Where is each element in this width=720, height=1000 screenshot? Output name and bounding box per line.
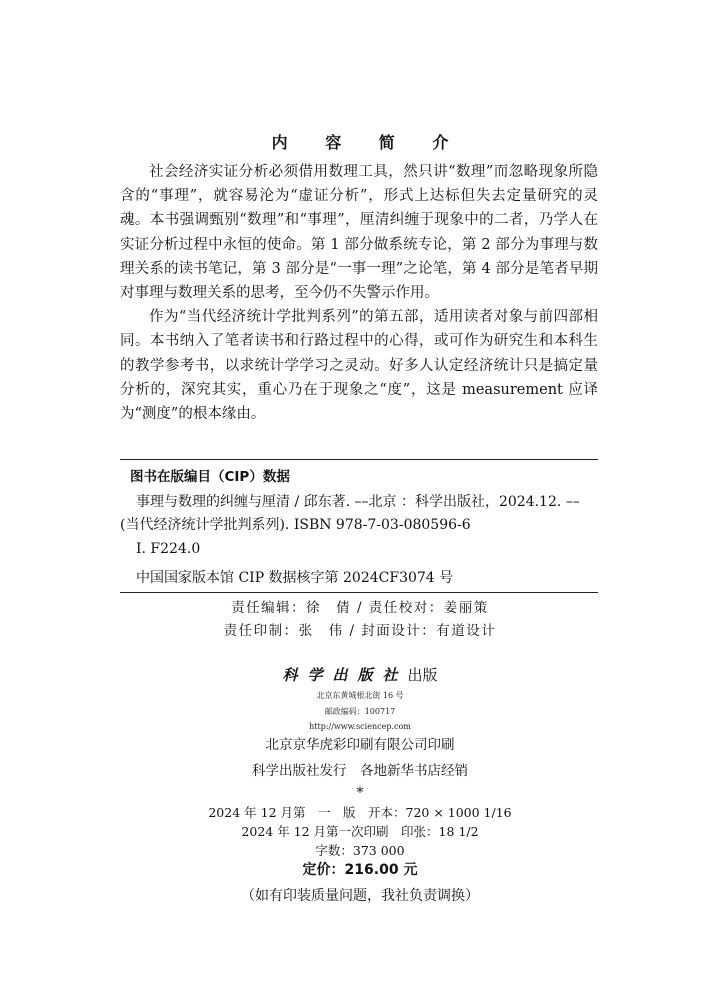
publisher-postcode: 邮政编码：100717 — [324, 707, 396, 716]
cip-top-rule — [120, 459, 598, 460]
printing-line: 2024 年 12 月第一次印刷 印张：18 1/2 — [241, 824, 479, 839]
staff-credits — [0, 597, 720, 643]
cip-block — [120, 466, 600, 591]
publisher-line — [0, 664, 720, 685]
staff-line-2: 责任印制：张 伟 / 封面设计：有道设计 — [223, 623, 497, 639]
publisher-suffix: 出版 — [407, 666, 438, 684]
abstract-paragraph-1: 社会经济实证分析必须借用数理工具，然只讲“数理”而忽略现象所隐含的“事理”，就容易沦为“虚证分析”，形式上达标但失去定量研究的灵魂。本书强调甄别“数理”和“事理”，厘清纠缠于现象中的二者，乃学人在实证分析过程中永恒的使命。第 1 部分做系统专论，第 2 部分为事理与数理关系的读书笔记，第 3 部分是“一事一理”之论笔，第 4 部分是笔者早期对事理与数理关系的思考，至今仍不失警示作用。 — [120, 164, 598, 302]
abstract-body — [120, 160, 598, 426]
edition-line: 2024 年 12 月第 一 版 开本：720 × 1000 1/16 — [208, 805, 512, 820]
cip-line-3: Ⅰ. F224.0 — [136, 540, 201, 557]
publisher-address: 北京东黄城根北街 16 号 — [316, 691, 404, 700]
cip-line-4: 中国国家版本馆 CIP 数据核字第 2024CF3074 号 — [136, 570, 454, 586]
distribution-line: 科学出版社发行 各地新华书店经销 — [252, 763, 468, 779]
staff-line-1: 责任编辑：徐 倩 / 责任校对：姜丽策 — [231, 600, 489, 616]
abstract-title: 内 容 简 介 — [271, 133, 465, 152]
publisher-website: http://www.sciencep.com — [309, 722, 411, 731]
cip-line-2: (当代经济统计学批判系列). ISBN 978-7-03-080596-6 — [120, 517, 471, 533]
quality-notice: （如有印装质量问题，我社负责调换） — [241, 888, 479, 904]
printer-line: 北京京华虎彩印刷有限公司印刷 — [265, 737, 455, 753]
cip-bottom-rule — [120, 592, 598, 593]
wordcount-line: 字数：373 000 — [315, 843, 405, 858]
separator-star: * — [356, 785, 364, 801]
abstract-paragraph-2: 作为“当代经济统计学批判系列”的第五部，适用读者对象与前四部相同。本书纳入了笔者读书和行路过程中的心得，或可作为研究生和本科生的教学参考书，以求统计学学习之灵动。好多人认定经济统计只是搞定量分析的，深究其实，重心乃在于现象之“度”，这是 measurement 应译为“测度”的根本缘由。 — [120, 309, 598, 423]
publisher-name: 科学出版社 — [282, 666, 408, 684]
cip-line-1: 事理与数理的纠缠与厘清 / 邱东著. ––北京 ：科学出版社，2024.12. –– — [136, 493, 580, 510]
price-line: 定价：216.00 元 — [302, 862, 418, 878]
cip-heading: 图书在版编目（CIP）数据 — [130, 469, 290, 485]
